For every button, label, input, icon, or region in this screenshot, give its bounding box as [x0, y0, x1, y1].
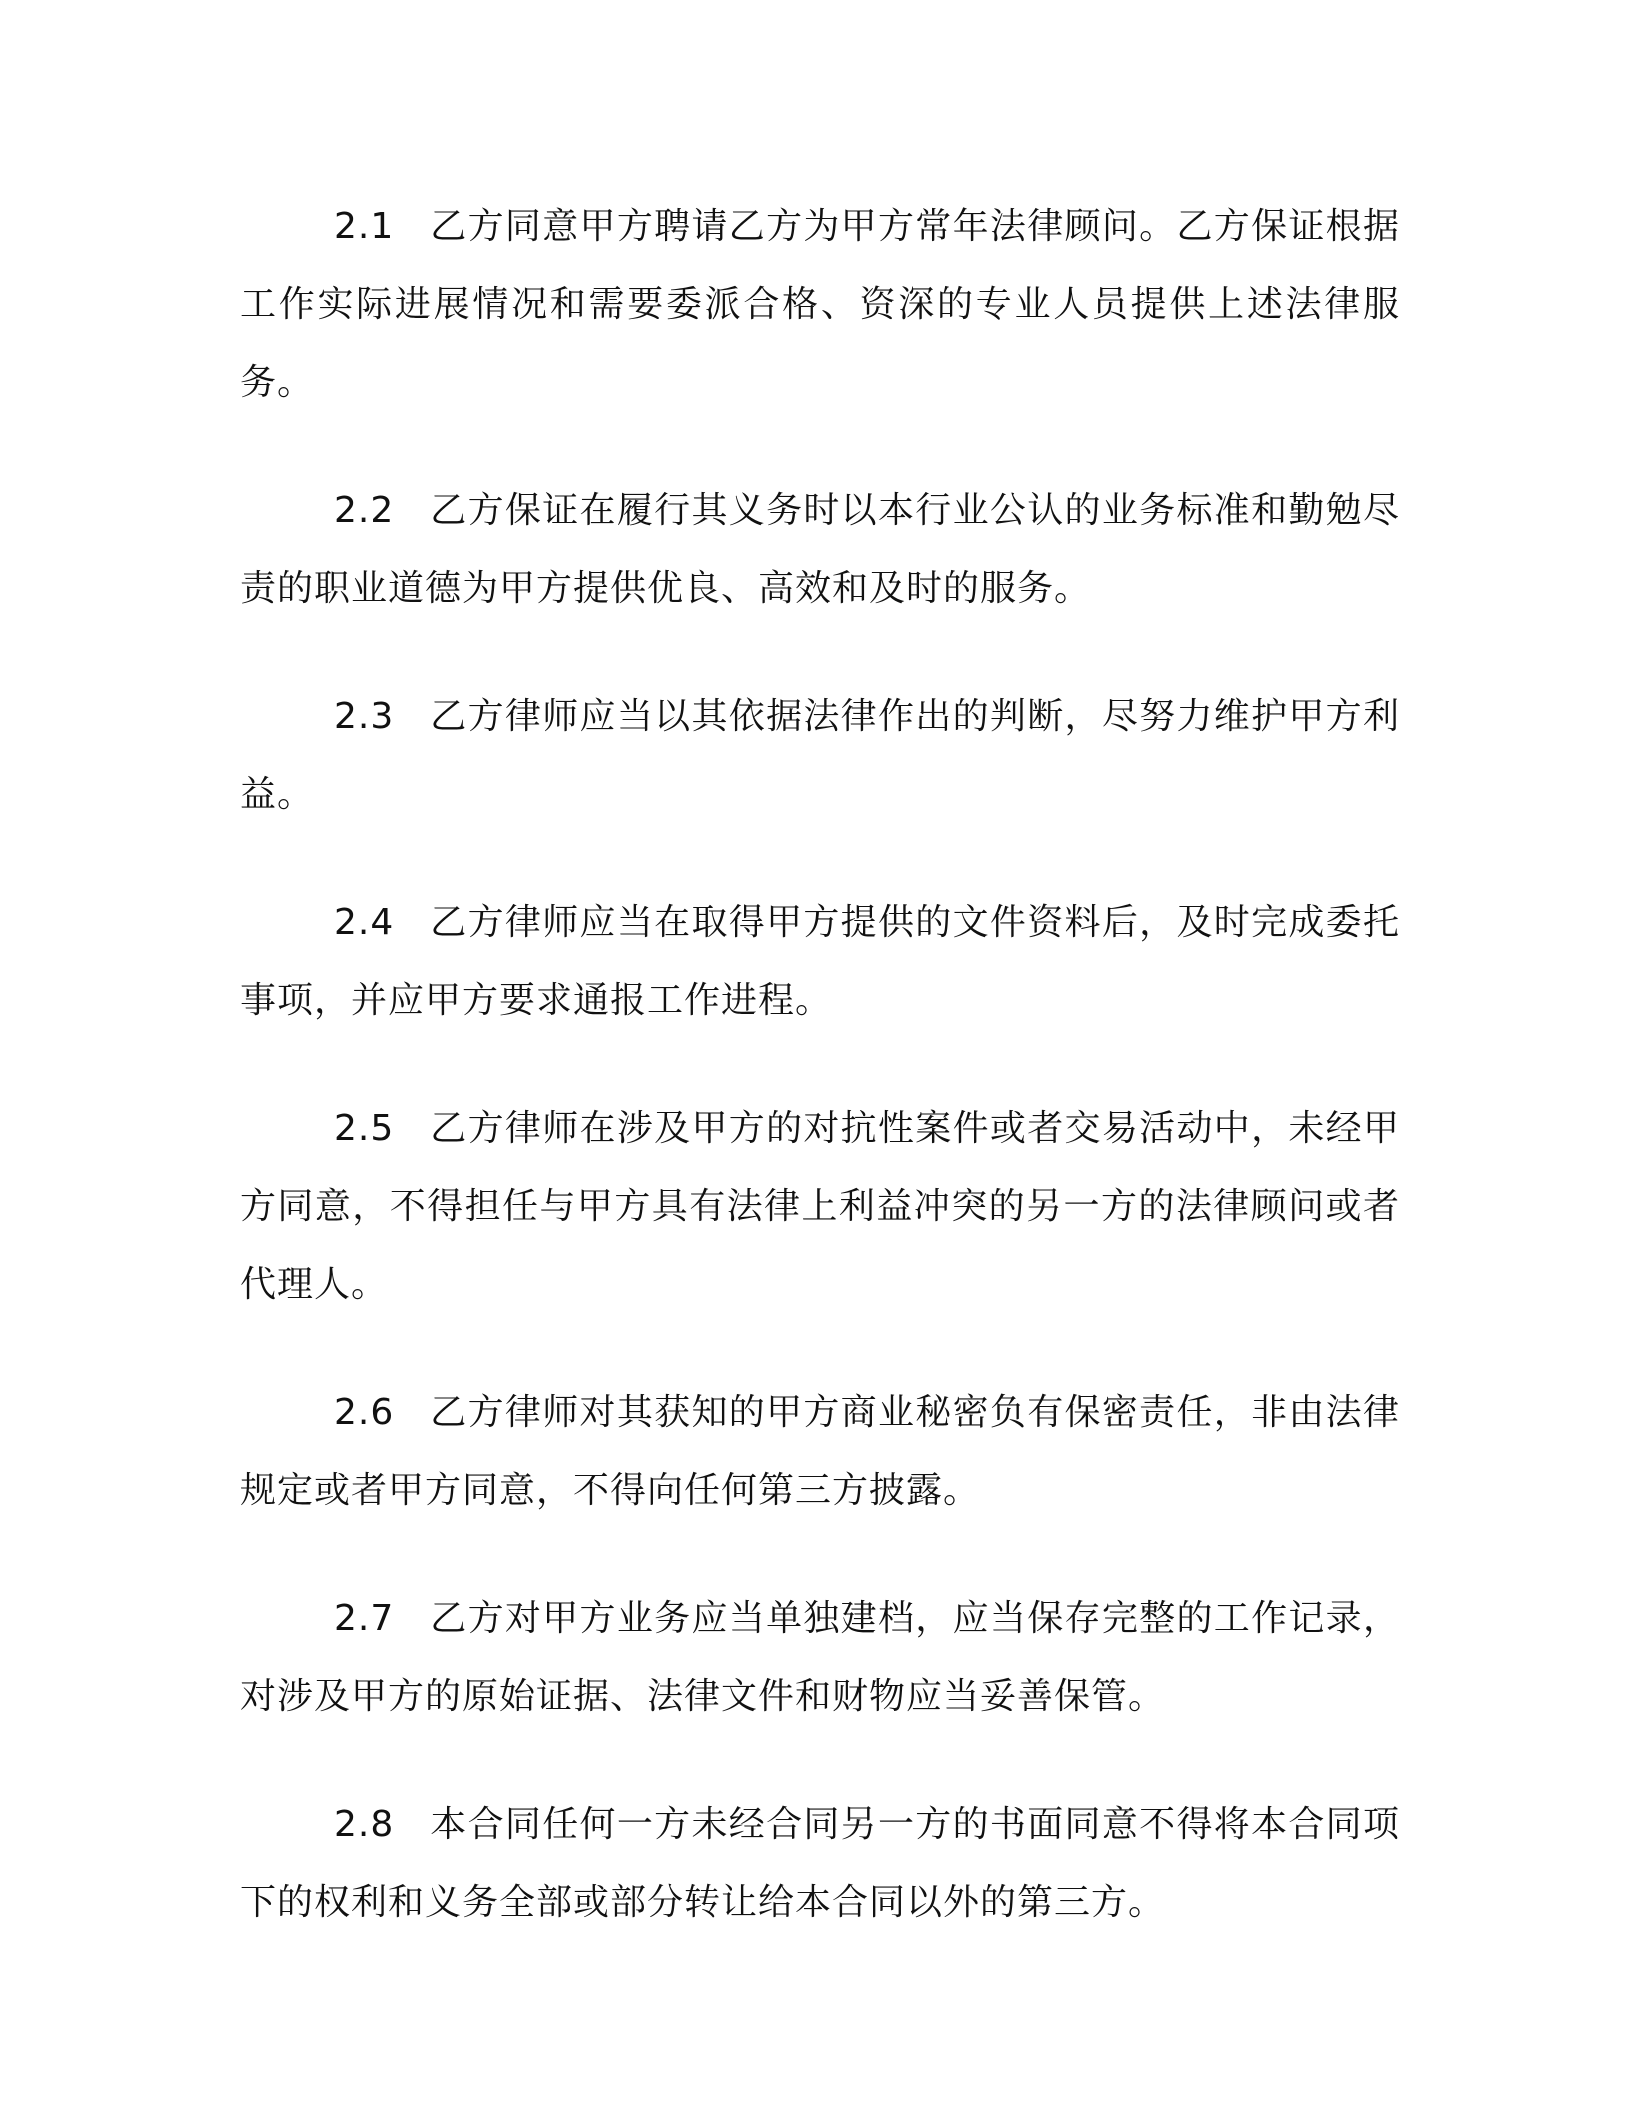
clause-number: 2.7 — [334, 1598, 395, 1639]
clause-text: 乙方律师在涉及甲方的对抗性案件或者交易活动中，未经甲方同意，不得担任与甲方具有法律上利益冲突的另一方的法律顾问或者代理人。 — [240, 1108, 1400, 1305]
clause-2-2 — [240, 472, 1400, 628]
clause-number: 2.4 — [334, 902, 395, 943]
clause-list — [240, 188, 1400, 1992]
clause-number: 2.8 — [334, 1804, 395, 1845]
clause-2-8 — [240, 1786, 1400, 1942]
clause-text: 乙方同意甲方聘请乙方为甲方常年法律顾问。乙方保证根据工作实际进展情况和需要委派合格、资深的专业人员提供上述法律服务。 — [240, 206, 1400, 403]
clause-text: 乙方律师应当在取得甲方提供的文件资料后，及时完成委托事项，并应甲方要求通报工作进程。 — [240, 902, 1400, 1021]
clause-text: 本合同任何一方未经合同另一方的书面同意不得将本合同项下的权利和义务全部或部分转让给本合同以外的第三方。 — [240, 1804, 1400, 1923]
clause-text: 乙方保证在履行其义务时以本行业公认的业务标准和勤勉尽责的职业道德为甲方提供优良、高效和及时的服务。 — [240, 490, 1400, 609]
clause-number: 2.5 — [334, 1108, 395, 1149]
clause-number: 2.3 — [334, 696, 395, 737]
clause-2-4 — [240, 884, 1400, 1040]
clause-2-5 — [240, 1090, 1400, 1324]
clause-number: 2.1 — [334, 206, 395, 247]
clause-text: 乙方对甲方业务应当单独建档，应当保存完整的工作记录，对涉及甲方的原始证据、法律文件和财物应当妥善保管。 — [240, 1598, 1400, 1717]
clause-2-6 — [240, 1374, 1400, 1530]
clause-text: 乙方律师应当以其依据法律作出的判断，尽努力维护甲方利益。 — [240, 696, 1400, 815]
clause-number: 2.2 — [334, 490, 395, 531]
clause-2-3 — [240, 678, 1400, 834]
clause-text: 乙方律师对其获知的甲方商业秘密负有保密责任，非由法律规定或者甲方同意，不得向任何第三方披露。 — [240, 1392, 1400, 1511]
clause-2-7 — [240, 1580, 1400, 1736]
clause-2-1 — [240, 188, 1400, 422]
clause-number: 2.6 — [334, 1392, 395, 1433]
